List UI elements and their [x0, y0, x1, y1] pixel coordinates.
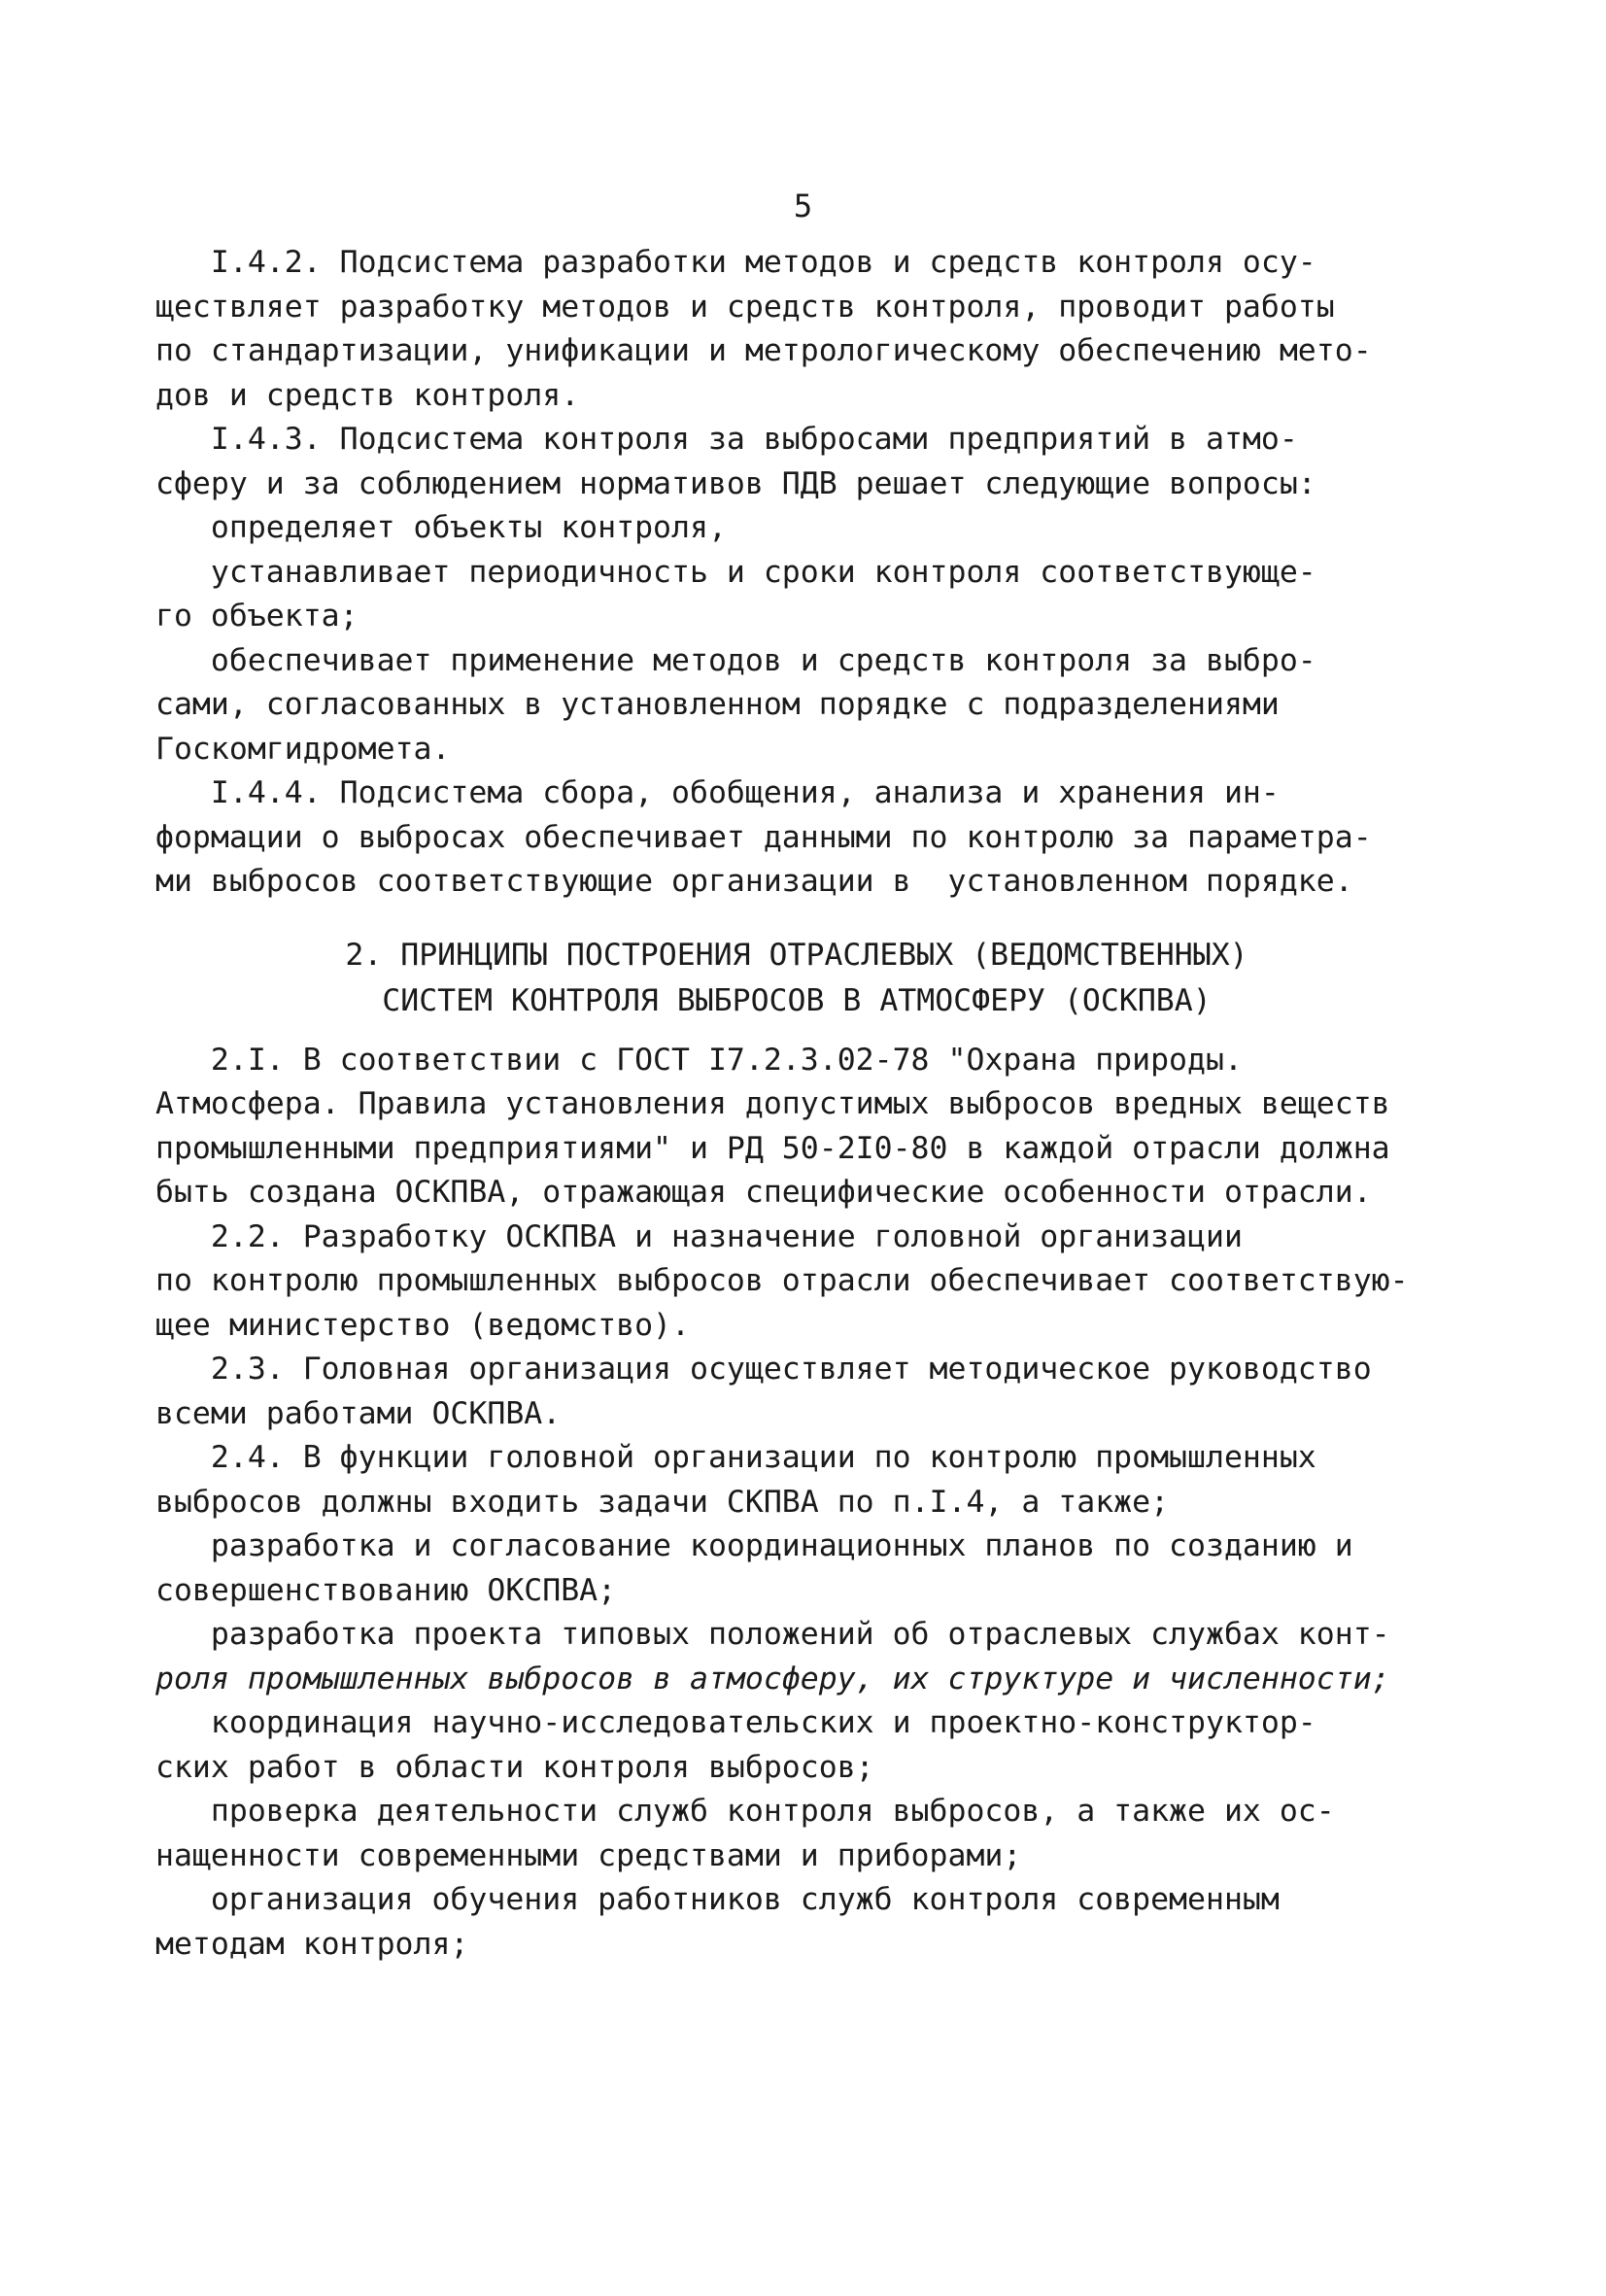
text-line: сами, согласованных в установленном порядке с подразделениями — [155, 687, 1280, 722]
text-line: Атмосфера. Правила установления допустимых выбросов вредных веществ — [155, 1086, 1390, 1121]
text-line: I.4.4. Подсистема сбора, обобщения, анализа и хранения ин- — [155, 775, 1280, 810]
heading-line: 2. ПРИНЦИПЫ ПОСТРОЕНИЯ ОТРАСЛЕВЫХ (ВЕДОМСТВЕННЫХ) — [345, 937, 1248, 973]
paragraph-1-4-2 — [155, 241, 1438, 418]
text-line: 2.I. В соответствии с ГОСТ I7.2.3.02-78 "Охрана природы. — [155, 1042, 1243, 1078]
document-body — [155, 241, 1438, 1967]
paragraph-1-4-4 — [155, 771, 1438, 905]
page-number: 5 — [793, 188, 813, 224]
paragraph-2-3 — [155, 1348, 1438, 1436]
text-line: ществляет разработку методов и средств контроля, проводит работы — [155, 289, 1335, 325]
text-line: Госкомгидромета. — [155, 731, 451, 767]
section-heading — [155, 934, 1438, 1025]
text-line: I.4.3. Подсистема контроля за выбросами предприятий в атмо- — [155, 422, 1298, 457]
text-line: 2.4. В функции головной организации по контролю промышленных — [155, 1440, 1316, 1475]
text-line: всеми работами ОСКПВА. — [155, 1395, 562, 1431]
paragraph-1-4-3 — [155, 418, 1438, 771]
heading-line: СИСТЕМ КОНТРОЛЯ ВЫБРОСОВ В АТМОСФЕРУ (ОСКПВА) — [382, 982, 1212, 1018]
text-line: определяет объекты контроля, — [155, 510, 727, 545]
text-line: го объекта; — [155, 599, 359, 634]
text-line: по стандартизации, унификации и метрологическому обеспечению мето- — [155, 333, 1372, 368]
text-line: координация научно-исследовательских и проектно-конструктор- — [155, 1705, 1316, 1740]
text-line: ских работ в области контроля выбросов; — [155, 1749, 874, 1785]
paragraph-2-1 — [155, 1039, 1438, 1216]
text-line: 2.3. Головная организация осуществляет методическое руководство — [155, 1352, 1372, 1387]
text-line: совершенствованию ОКСПВА; — [155, 1572, 617, 1608]
text-line: выбросов должны входить задачи СКПВА по п.I.4, а также; — [155, 1484, 1170, 1520]
text-line: 2.2. Разработку ОСКПВА и назначение головной организации — [155, 1218, 1243, 1254]
text-line: методам контроля; — [155, 1926, 469, 1962]
text-line-italic: роля промышленных выбросов в атмосферу, их структуре и численности; — [155, 1661, 1390, 1696]
text-line: нащенности современными средствами и приборами; — [155, 1837, 1022, 1873]
text-line: устанавливает периодичность и сроки контроля соответствующе- — [155, 554, 1316, 590]
paragraph-2-4 — [155, 1436, 1438, 1967]
text-line: по контролю промышленных выбросов отрасли обеспечивает соответствую- — [155, 1263, 1409, 1298]
text-line: I.4.2. Подсистема разработки методов и средств контроля осу- — [155, 245, 1316, 280]
text-line: разработка и согласование координационных планов по созданию и — [155, 1528, 1353, 1563]
paragraph-2-2 — [155, 1216, 1438, 1349]
text-line: организация обучения работников служб контроля современным — [155, 1882, 1280, 1917]
text-line: ми выбросов соответствующие организации в установленном порядке. — [155, 864, 1353, 899]
text-line: быть создана ОСКПВА, отражающая специфические особенности отрасли. — [155, 1175, 1372, 1210]
text-line: дов и средств контроля. — [155, 377, 580, 413]
text-line: проверка деятельности служб контроля выбросов, а также их ос- — [155, 1794, 1335, 1829]
text-line: щее министерство (ведомство). — [155, 1307, 690, 1343]
text-line: обеспечивает применение методов и средств контроля за выбро- — [155, 642, 1316, 678]
text-line: разработка проекта типовых положений об отраслевых службах конт- — [155, 1617, 1390, 1652]
text-line: формации о выбросах обеспечивает данными по контролю за параметра- — [155, 819, 1372, 855]
text-line: промышленными предприятиями" и РД 50-2I0-80 в каждой отрасли должна — [155, 1130, 1390, 1166]
text-line: сферу и за соблюдением нормативов ПДВ решает следующие вопросы: — [155, 465, 1316, 501]
